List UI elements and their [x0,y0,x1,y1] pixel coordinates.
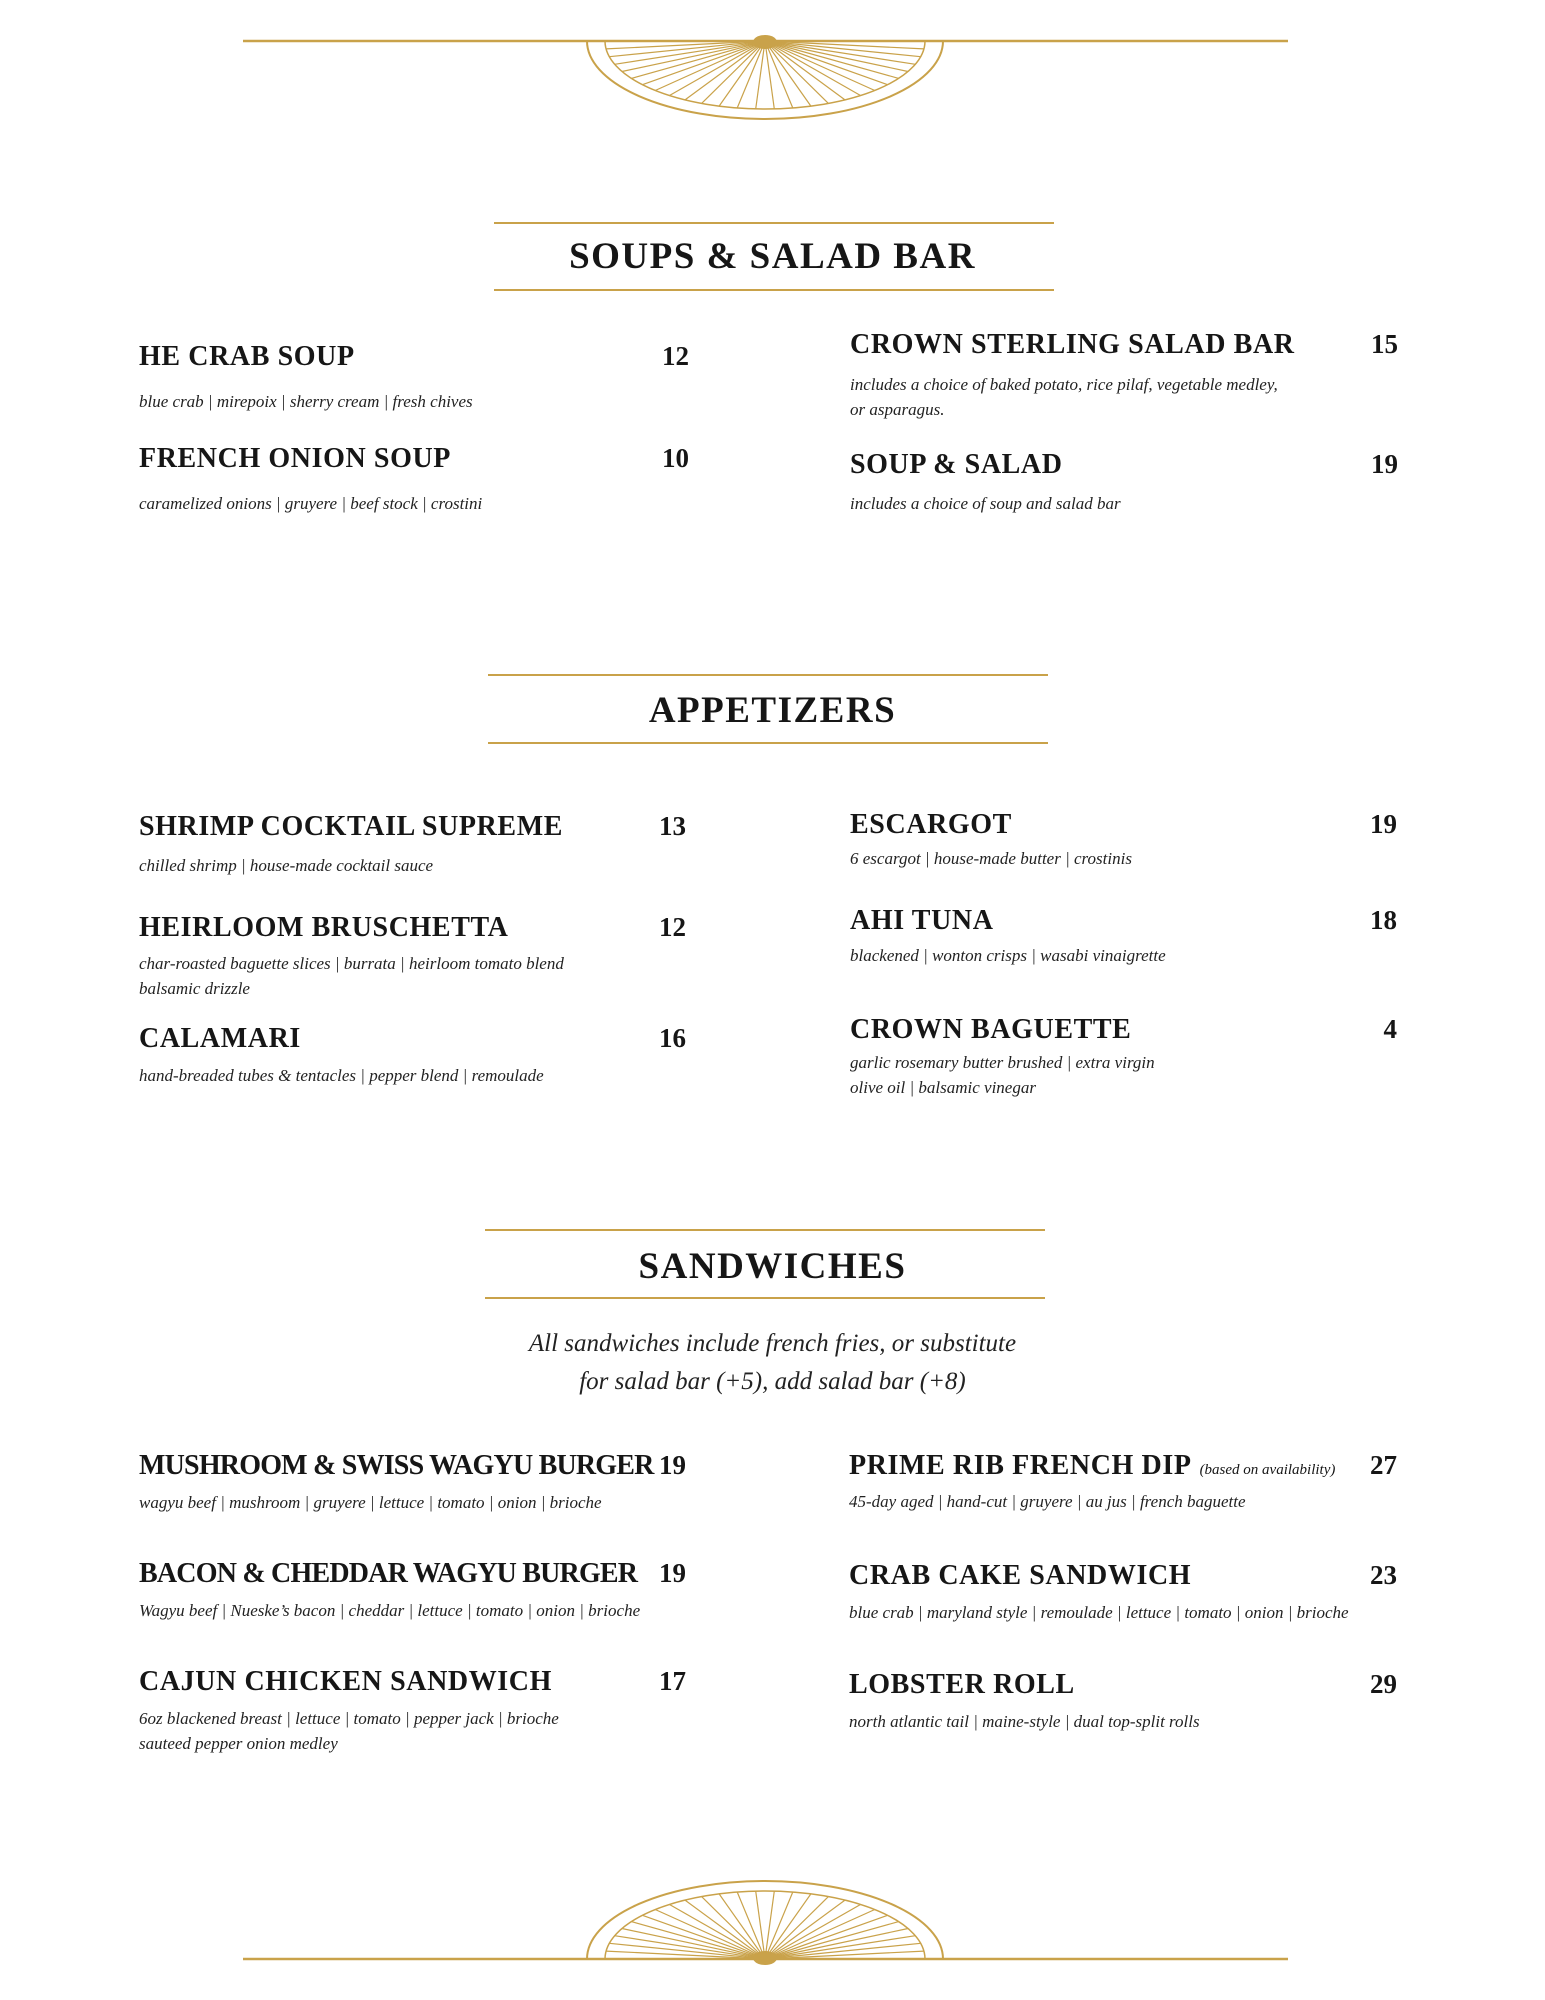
sunburst-ray [765,41,875,91]
section-rule-top [485,1229,1045,1231]
item-price: 12 [662,341,689,371]
item-name: CALAMARI [139,1023,301,1054]
item-description: chilled shrimp | house-made cocktail sauce [139,856,434,875]
item-price: 23 [1370,1560,1397,1590]
item-description: sauteed pepper onion medley [139,1734,338,1753]
item-price: 19 [1370,809,1397,839]
item-name: MUSHROOM & SWISS WAGYU BURGER [139,1450,654,1481]
item-name: BACON & CHEDDAR WAGYU BURGER [139,1558,638,1589]
item-name: HE CRAB SOUP [139,341,355,372]
item-description: wagyu beef | mushroom | gruyere | lettuce | tomato | onion | brioche [139,1493,602,1512]
section-title: APPETIZERS [648,690,897,731]
sunburst-ray [655,1910,765,1960]
item-name [849,1452,1335,1480]
section-sandwiches [0,1229,1545,1299]
item-description: or asparagus. [850,400,945,419]
item-description: includes a choice of soup and salad bar [850,494,1121,513]
item-description: 6oz blackened breast | lettuce | tomato | pepper jack | brioche [139,1709,559,1728]
sunburst-ray [765,1910,875,1960]
item-price: 12 [659,912,686,942]
section-title: SANDWICHES [638,1246,907,1287]
item-name: ESCARGOT [850,809,1012,840]
section-appetizers [0,674,1545,744]
section-title: SOUPS & SALAD BAR [569,236,976,277]
item-name: CROWN BAGUETTE [850,1014,1132,1045]
item-description: garlic rosemary butter brushed | extra virgin [850,1053,1155,1072]
item-description: hand-breaded tubes & tentacles | pepper blend | remoulade [139,1066,544,1085]
item-description: balsamic drizzle [139,979,250,998]
section-soups-salad [0,222,1545,292]
item-description: 6 escargot | house-made butter | crostinis [850,849,1132,868]
item-price: 13 [659,811,686,841]
item-name: LOBSTER ROLL [849,1669,1075,1700]
item-price: 29 [1370,1669,1397,1699]
item-price: 19 [659,1558,686,1588]
item-price: 19 [659,1450,686,1480]
item-price: 18 [1370,905,1397,935]
section-rule-bottom [485,1297,1045,1299]
section-rule-bottom [488,742,1048,744]
item-name-text: PRIME RIB FRENCH DIP [849,1450,1192,1481]
item-name: AHI TUNA [850,905,994,936]
item-price: 27 [1370,1450,1397,1480]
item-description: blue crab | mirepoix | sherry cream | fresh chives [139,392,473,411]
top-sunburst-ornament [0,0,1545,130]
availability-note: (based on availability) [1199,1462,1336,1478]
item-price: 16 [659,1023,686,1053]
item-name: SOUP & SALAD [850,449,1063,480]
item-name: CRAB CAKE SANDWICH [849,1560,1192,1591]
section-rule-top [488,674,1048,676]
item-name: FRENCH ONION SOUP [139,443,451,474]
item-description: char-roasted baguette slices | burrata | heirloom tomato blend [139,954,564,973]
item-description: blue crab | maryland style | remoulade | lettuce | tomato | onion | brioche [849,1603,1349,1622]
item-description: caramelized onions | gruyere | beef stock | crostini [139,494,483,513]
item-price: 15 [1371,329,1398,359]
sandwiches-intro-line-2: for salad bar (+5), add salad bar (+8) [579,1368,966,1395]
item-name: HEIRLOOM BRUSCHETTA [139,912,509,943]
sunburst-ray [655,41,765,91]
item-description: olive oil | balsamic vinegar [850,1078,1036,1097]
item-description: 45-day aged | hand-cut | gruyere | au jus | french baguette [849,1492,1246,1511]
item-description: blackened | wonton crisps | wasabi vinaigrette [850,946,1166,965]
item-description: Wagyu beef | Nueske’s bacon | cheddar | lettuce | tomato | onion | brioche [139,1601,641,1620]
item-name: CROWN STERLING SALAD BAR [850,329,1295,360]
item-description: north atlantic tail | maine-style | dual top-split rolls [849,1712,1200,1731]
item-price: 4 [1383,1014,1397,1044]
item-description: includes a choice of baked potato, rice pilaf, vegetable medley, [850,375,1278,394]
item-price: 17 [659,1666,686,1696]
item-name: CAJUN CHICKEN SANDWICH [139,1666,553,1697]
section-rule-bottom [494,289,1054,291]
item-price: 19 [1371,449,1398,479]
sandwiches-intro-line-1: All sandwiches include french fries, or substitute [528,1330,1017,1357]
section-rule-top [494,222,1054,224]
bottom-sunburst-ornament [0,1870,1545,2000]
item-price: 10 [662,443,689,473]
item-name: SHRIMP COCKTAIL SUPREME [139,811,563,842]
